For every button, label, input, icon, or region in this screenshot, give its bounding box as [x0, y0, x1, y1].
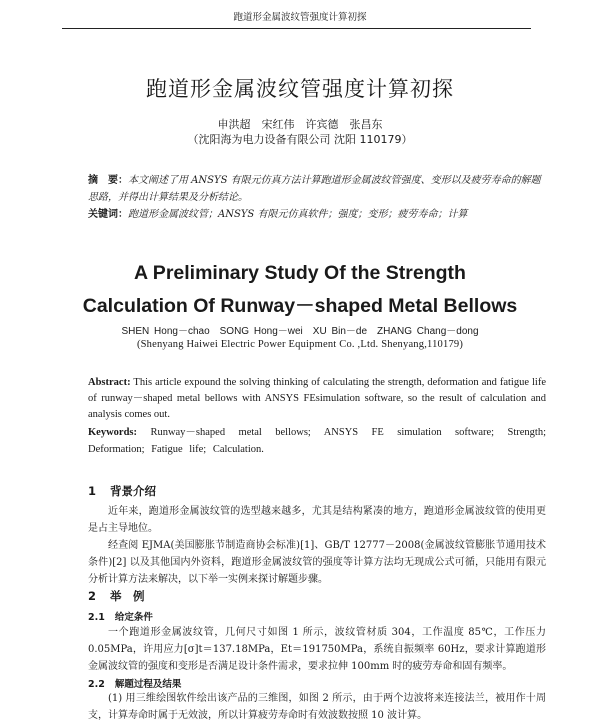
english-abstract-text: This article expound the solving thinking of calculating the strength, deformation and fatigue life of runway－shaped metal bellows with ANSYS FEsimulation software, so the result of calculation and analysis comes out.: [88, 377, 547, 420]
chinese-authors: 申洪超 宋红伟 许宾德 张昌东: [217, 118, 383, 131]
section-heading-1: [88, 483, 156, 499]
english-affiliation: (Shenyang Haiwei Electric Power Equipment Co. ,Ltd. Shenyang,110179): [136, 339, 464, 350]
subsection-title: 给定条件: [114, 612, 153, 623]
running-head: 跑道形金属波纹管强度计算初探: [233, 12, 367, 23]
section-title: 举 例: [110, 589, 145, 603]
english-keywords-label: Keywords:: [88, 427, 137, 438]
english-abstract-label: Abstract:: [88, 377, 131, 388]
english-abstract: [88, 375, 546, 423]
section-number: 1: [88, 484, 97, 498]
section-heading-2: [88, 588, 145, 604]
chinese-keywords-label: 关键词：: [88, 209, 128, 220]
section-title: 背景介绍: [110, 484, 157, 498]
subsection-2-2-body: [88, 690, 546, 724]
english-authors: SHEN Hong－chao SONG Hong－wei XU Bin－de ZHANG Chang－dong: [121, 326, 479, 337]
subsection-heading-2-2: [88, 676, 181, 690]
subsection-2-1-body: [88, 624, 546, 675]
chinese-keywords-text: 跑道形金属波纹管；ANSYS 有限元仿真软件；强度；变形；疲劳寿命；计算: [128, 209, 468, 220]
chinese-title: 跑道形金属波纹管强度计算初探: [146, 77, 454, 101]
subsection-number: 2.1: [88, 612, 105, 623]
english-title-line-2: Calculation Of Runway－shaped Metal Bellows: [82, 295, 518, 317]
paragraph: 一个跑道形金属波纹管，几何尺寸如图 1 所示，波纹管材质 304，工作温度 85℃，工作压力 0.05MPa，许用应力[σ]t＝137.18MPa，Et＝191750MPa，系统自振频率 60Hz，要求计算跑道形金属波纹管的强度和变形是否满足设计条件需求，要求拉伸 100mm 时的疲劳寿命和固有频率。: [88, 627, 546, 672]
paragraph: 近年来，跑道形金属波纹管的选型越来越多，尤其是结构紧凑的地方，跑道形金属波纹管的使用更是占主导地位。: [88, 506, 546, 534]
header-rule-gap: [531, 25, 537, 31]
chinese-keywords: [88, 206, 548, 223]
subsection-heading-2-1: [88, 609, 153, 623]
chinese-abstract: [88, 172, 548, 206]
section-number: 2: [88, 589, 97, 603]
chinese-affiliation: （沈阳海为电力设备有限公司 沈阳 110179）: [187, 133, 413, 146]
paragraph: 经查阅 EJMA(美国膨胀节制造商协会标准)[1]、GB/T 12777－2008(金属波纹管膨胀节通用技术条件)[2] 以及其他国内外资料，跑道形金属波纹管的强度等计算方法均无现成公式可循，只能用有限元分析计算方法来解决，以下举一实例来探讨解题步骤。: [88, 540, 546, 585]
chinese-abstract-label: 摘 要：: [88, 175, 128, 186]
subsection-number: 2.2: [88, 679, 105, 690]
section-1-body: [88, 503, 546, 588]
english-title-line-1: A Preliminary Study Of the Strength: [134, 262, 466, 284]
english-keywords-text: Runway－shaped metal bellows; ANSYS FE simulation software; Strength; Deformation; Fatigue life; Calculation.: [88, 427, 547, 455]
paragraph: (1) 用三维绘图软件绘出该产品的三维图，如图 2 所示，由于两个边波将来连接法兰，被用作十周支，计算寿命时属于无效波，所以计算疲劳寿命时有效波数按照 10 波计算。: [88, 693, 546, 721]
header-rule: [62, 28, 532, 29]
subsection-title: 解题过程及结果: [114, 679, 182, 690]
english-keywords: [88, 424, 546, 458]
chinese-abstract-text: 本文阐述了用 ANSYS 有限元仿真方法计算跑道形金属波纹管强度、变形以及疲劳寿命的解题思路，并得出计算结果及分析结论。: [88, 175, 541, 203]
